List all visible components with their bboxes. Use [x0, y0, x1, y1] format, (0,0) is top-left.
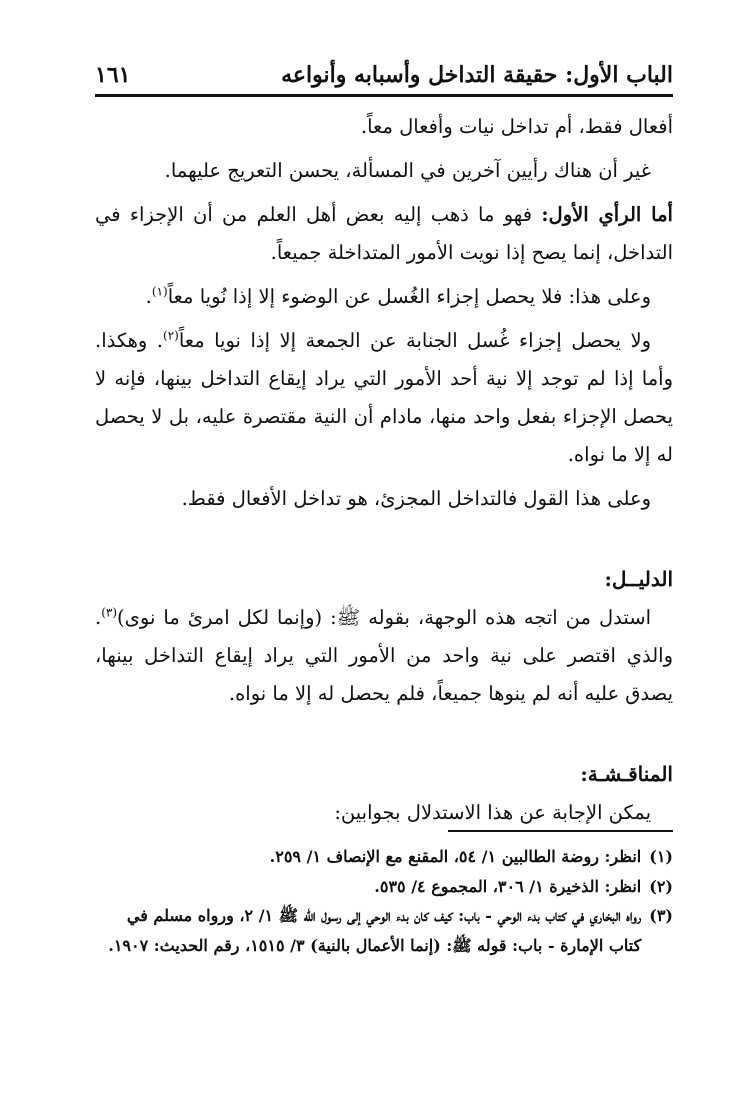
footnote-2-text: انظر: الذخيرة ١/ ٣٠٦، المجموع ٤/ ٥٣٥.: [374, 876, 642, 896]
footnote-2-number: (٢): [649, 876, 673, 896]
paragraph-6-text: وعلى هذا القول فالتداخل المجزئ، هو تداخل الأفعال فقط.: [181, 487, 651, 511]
paragraph-5-text: ولا يحصل إجزاء غُسل الجنابة عن الجمعة إلا إذا نويا معاً: [178, 329, 651, 353]
footnote-ref-2: (٢): [163, 328, 179, 343]
paragraph-8-text: يمكن الإجابة عن هذا الاستدلال بجوابين:: [334, 801, 651, 825]
footnote-ref-1: (١): [151, 284, 168, 299]
paragraph-3-text: فهو ما ذهب إليه بعض أهل العلم من أن الإجزاء في التداخل، إنما يصح إذا نويت الأمور المتداخلة جميعاً.: [95, 203, 673, 265]
footnote-3: [95, 901, 673, 960]
discussion-heading: المناقـشـة:: [580, 762, 673, 787]
paragraph-7-text-a: استدل من اتجه هذه الوجهة، بقوله ﷺ: (وإنما لكل امرئ ما نوى): [117, 606, 651, 630]
footnote-1-text: انظر: روضة الطالبين ١/ ٥٤، المقنع مع الإنصاف ١/ ٢٥٩.: [269, 847, 642, 866]
footnotes: [95, 830, 673, 960]
paragraph-5: ولا يحصل إجزاء غُسل الجنابة عن الجمعة إلا إذا نويا معاً$^{(٢)}$. وهكذا. وأما إذا لم توجد إلا نية أحد الأمور التي يراد إيقاع التداخل بينها، فإنه لا يحصل الإجزاء بفعل واحد منها، مادام أن النية مقتصرة عليه، بل لا يحصل له إلا ما نواه.: [95, 328, 673, 467]
main-text: [95, 108, 673, 832]
chapter-title: الباب الأول: حقيقة التداخل وأسبابه وأنواعه: [281, 62, 673, 88]
running-header: [95, 52, 673, 97]
paragraph-8: [95, 794, 673, 832]
footnote-ref-3: (٣): [101, 605, 118, 620]
paragraph-7: [95, 599, 673, 713]
paragraph-2: [95, 152, 673, 190]
footnote-3-number: (٣): [649, 906, 673, 926]
paragraph-6: [95, 480, 673, 518]
paragraph-2-text: غير أن هناك رأيين آخرين في المسألة، يحسن التعريج عليهما.: [164, 159, 651, 183]
footnote-separator: [448, 830, 673, 832]
page-number: ١٦١: [95, 62, 131, 88]
footnote-1-number: (١): [649, 847, 673, 866]
paragraph-4: وعلى هذا: فلا يحصل إجزاء الغُسل عن الوضوء إلا إذا نُويا معاً$^{(١)}$.: [145, 284, 651, 309]
paragraph-4-text: وعلى هذا: فلا يحصل إجزاء الغُسل عن الوضوء إلا إذا نُويا معاً: [167, 285, 651, 309]
paragraph-1: [95, 108, 673, 146]
paragraph-3: [95, 196, 673, 272]
paragraph-1-text: أفعال فقط، أم تداخل نيات وأفعال معاً.: [360, 115, 673, 138]
paragraph-5-continuation: وهكذا. وأما إذا لم توجد إلا نية أحد الأمور التي يراد إيقاع التداخل بينها، فإنه لا يحصل الإجزاء بفعل واحد منها، مادام أن النية مقتصرة عليه، بل لا يحصل له إلا ما نواه.: [95, 329, 673, 467]
first-opinion-label: أما الرأي الأول:: [541, 203, 673, 227]
paragraph-7-text-b: . والذي اقتصر على نية واحد من الأمور التي يراد إيقاع التداخل بينها، يصدق عليه أنه لم ينوها جميعاً، فلم يحصل له إلا ما نواه.: [95, 606, 673, 706]
footnote-1: [95, 842, 673, 872]
footnote-3-text: رواه البخاري في كتاب بدء الوحي - باب: كيف كان بدء الوحي إلى رسول الله ﷺ ١/ ٢، ورواه مسلم في كتاب الإمارة - باب: قوله ﷺ: (إنما الأعمال بالنية) ٣/ ١٥١٥، رقم الحديث: ١٩٠٧.: [108, 906, 642, 955]
evidence-heading: الدليــل:: [604, 567, 673, 592]
footnote-2: [95, 872, 673, 902]
